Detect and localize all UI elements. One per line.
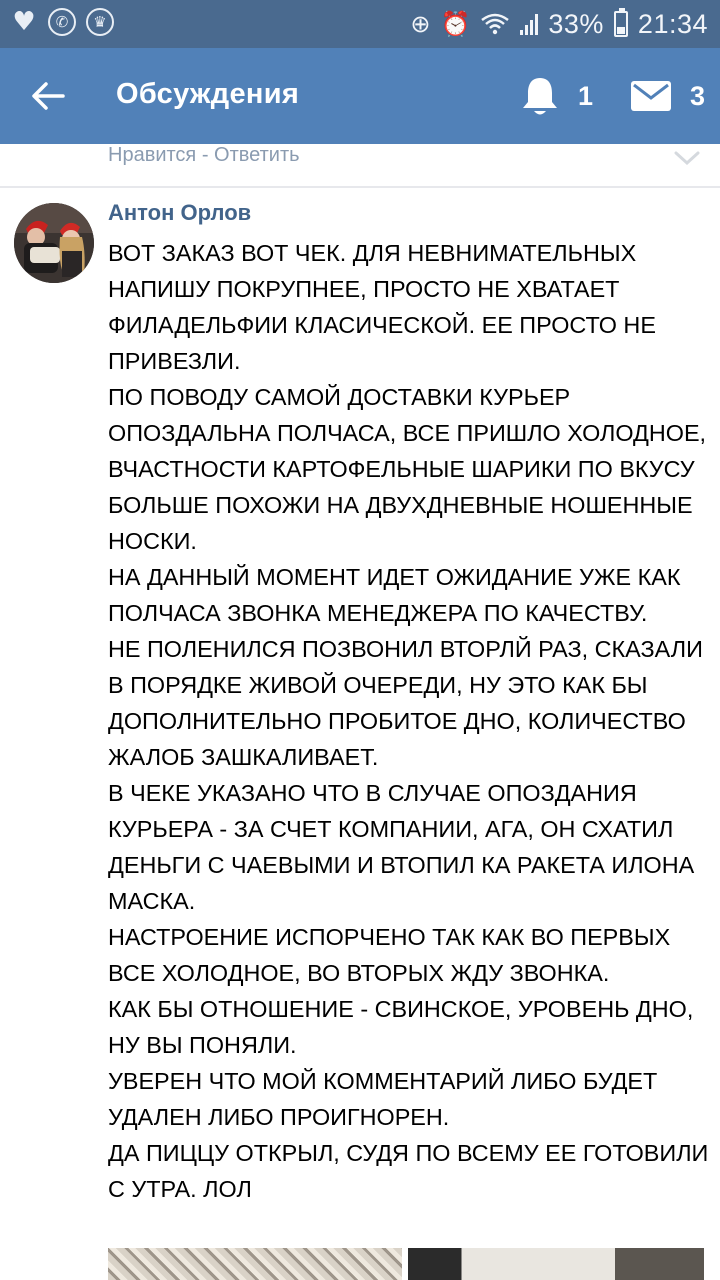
avatar[interactable] <box>14 203 94 283</box>
clock: 21:34 <box>637 8 708 39</box>
envelope-icon <box>630 80 672 112</box>
battery-icon <box>614 11 628 37</box>
author-name[interactable]: Антон Орлов <box>108 200 252 225</box>
messages-button[interactable] <box>630 70 705 122</box>
notifications-count: 1 <box>578 80 594 111</box>
app-bar <box>0 48 720 144</box>
notifications-button[interactable] <box>520 70 593 122</box>
signal-icon <box>520 13 538 35</box>
like-link[interactable]: Нравится <box>108 144 197 166</box>
status-right <box>410 6 708 42</box>
shield-icon: ♛ <box>86 8 114 36</box>
divider <box>0 186 720 188</box>
heart-icon: ♥ <box>12 7 36 37</box>
status-left-icons <box>10 8 114 36</box>
messages-count: 3 <box>690 80 706 111</box>
previous-comment-actions <box>108 144 300 167</box>
back-button[interactable] <box>22 70 74 122</box>
comment-text: ВОТ ЗАКАЗ ВОТ ЧЕК. ДЛЯ НЕВНИМАТЕЛЬНЫХ НАПИШУ ПОКРУПНЕЕ, ПРОСТО НЕ ХВАТАЕТ ФИЛАДЕЛЬФИИ КЛАСИЧЕСКОЙ. ЕЕ ПРОСТО НЕ ПРИВЕЗЛИ. ПО ПОВОДУ САМОЙ ДОСТАВКИ КУРЬЕР ОПОЗДАЛЬНА ПОЛЧАСА, ВСЕ ПРИШЛО ХОЛОДНОЕ, ВЧАСТНОСТИ КАРТОФЕЛЬНЫЕ ШАРИКИ ПО ВКУСУ БОЛЬШЕ ПОХОЖИ НА ДВУХДНЕВНЫЕ НОШЕННЫЕ НОСКИ. НА ДАННЫЙ МОМЕНТ ИДЕТ ОЖИДАНИЕ УЖЕ КАК ПОЛЧАСА ЗВОНКА МЕНЕДЖЕРА ПО КАЧЕСТВУ. НЕ ПОЛЕНИЛСЯ ПОЗВОНИЛ ВТОРЛЙ РАЗ, СКАЗАЛИ В ПОРЯДКЕ ЖИВОЙ ОЧЕРЕДИ, НУ ЭТО КАК БЫ ДОПОЛНИТЕЛЬНО ПРОБИТОЕ ДНО, КОЛИЧЕСТВО ЖАЛОБ ЗАШКАЛИВАЕТ. В ЧЕКЕ УКАЗАНО ЧТО В СЛУЧАЕ ОПОЗДАНИЯ КУРЬЕРА - ЗА СЧЕТ КОМПАНИИ, АГА, ОН СХАТИЛ ДЕНЬГИ С ЧАЕВЫМИ И ВТОПИЛ КА РАКЕТА ИЛОНА МАСКА. НАСТРОЕНИЕ ИСПОРЧЕНО ТАК КАК ВО ПЕРВЫХ ВСЕ ХОЛОДНОЕ, ВО ВТОРЫХ ЖДУ ЗВОНКА. КАК БЫ ОТНОШЕНИЕ - СВИНСКОЕ, УРОВЕНЬ ДНО, НУ ВЫ ПОНЯЛИ. УВЕРЕН ЧТО МОЙ КОММЕНТАРИЙ ЛИБО БУДЕТ УДАЛЕН ЛИБО ПРОИГНОРЕН. ДА ПИЦЦУ ОТКРЫЛ, СУДЯ ПО ВСЕМУ ЕЕ ГОТОВИЛИ С УТРА. ЛОЛ <box>108 240 709 1202</box>
phone-icon: ✆ <box>48 8 76 36</box>
page-title: Обсуждения <box>116 78 300 110</box>
reply-link[interactable]: Ответить <box>214 144 300 166</box>
actions-separator: - <box>196 144 215 166</box>
chevron-down-icon[interactable] <box>674 148 700 168</box>
avatar-photo <box>14 203 94 283</box>
arrow-left-icon <box>31 82 65 110</box>
battery-percent: 33% <box>548 8 604 39</box>
attachment-photo-2[interactable] <box>408 1248 704 1280</box>
status-bar <box>0 0 720 48</box>
wifi-icon <box>480 12 510 36</box>
alarm-icon: ⏰ <box>440 10 471 38</box>
bell-icon <box>520 75 560 117</box>
add-circle-icon: ⊕ <box>410 10 431 38</box>
attachment-photo-1[interactable] <box>108 1248 402 1280</box>
